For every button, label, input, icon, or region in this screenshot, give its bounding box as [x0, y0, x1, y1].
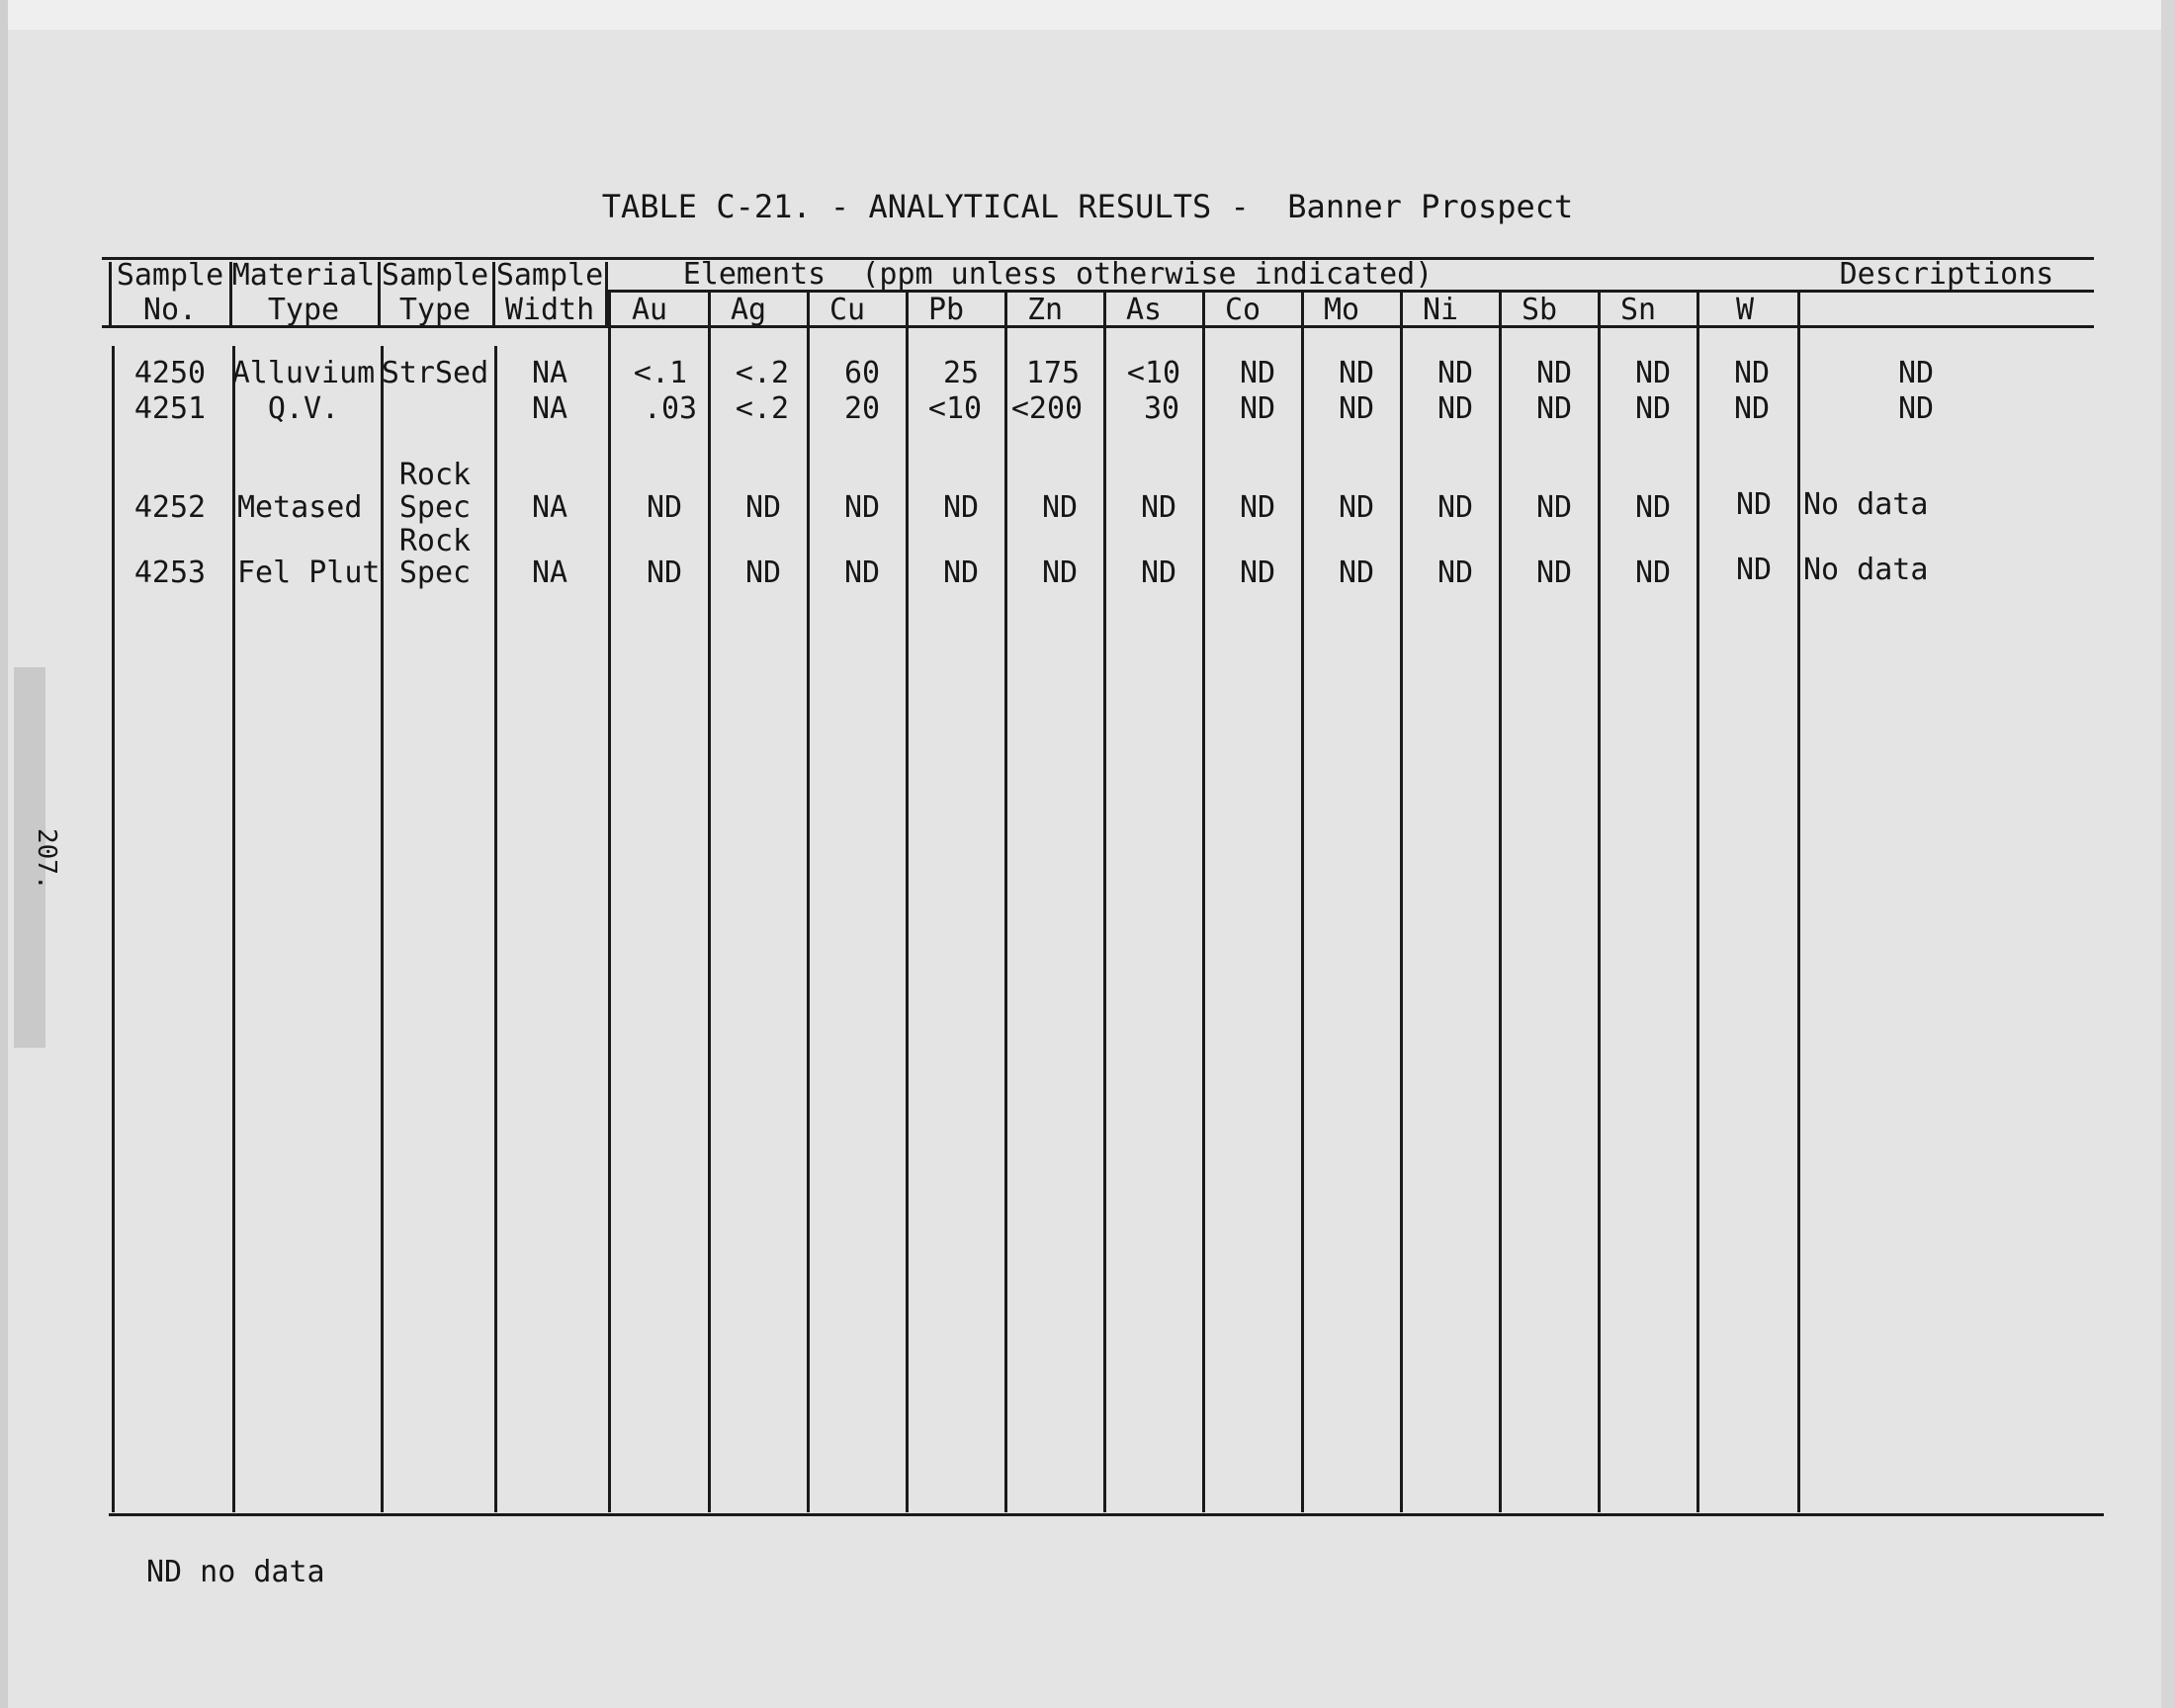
header-element: Sb — [1521, 293, 1558, 327]
table-cell: ND — [1535, 555, 1573, 590]
header-sample-no: Sample — [116, 258, 224, 293]
header-element: Pb — [927, 293, 965, 327]
table-cell: Metased — [237, 490, 363, 525]
table-cell: ND — [1535, 391, 1573, 426]
column-divider — [1301, 293, 1304, 1512]
table-cell: 4250 — [133, 356, 207, 390]
header-element: Mo — [1323, 293, 1360, 327]
column-divider — [906, 293, 909, 1512]
table-cell: ND — [1897, 391, 1935, 426]
table-cell: ND — [744, 490, 782, 525]
scan-right-edge — [2161, 0, 2175, 1708]
column-divider — [807, 293, 810, 1512]
header-divider — [492, 262, 495, 325]
header-element: W — [1735, 293, 1755, 327]
table-cell: Rock — [398, 458, 472, 492]
header-descriptions: Descriptions — [1839, 257, 2054, 292]
table-cell: ND — [1239, 490, 1276, 525]
table-cell: ND — [1735, 553, 1773, 587]
header-divider — [109, 262, 112, 325]
table-cell: Rock — [398, 524, 472, 558]
table-cell: ND — [1239, 555, 1276, 590]
table-cell: ND — [1239, 356, 1276, 390]
header-sample-type: Type — [398, 293, 472, 327]
column-divider — [1598, 293, 1601, 1512]
footnote: ND no data — [146, 1555, 325, 1589]
table-cell: ND — [843, 490, 881, 525]
table-cell: ND — [1436, 391, 1474, 426]
header-sample-type: Sample — [381, 258, 489, 293]
table-cell: 4253 — [133, 555, 207, 590]
header-sample-no: No. — [142, 293, 198, 327]
table-cell: StrSed — [381, 356, 489, 390]
header-elements-group: Elements (ppm unless otherwise indicated) — [682, 257, 1434, 292]
table-cell: ND — [1897, 356, 1935, 390]
table-cell: ND — [1338, 356, 1375, 390]
column-divider — [232, 346, 235, 1512]
column-divider — [1797, 293, 1800, 1512]
column-divider — [708, 293, 711, 1512]
table-cell: ND — [1338, 555, 1375, 590]
table-cell: 60 — [843, 356, 881, 390]
header-element: As — [1125, 293, 1163, 327]
table-cell: ND — [1634, 356, 1672, 390]
header-element: Sn — [1619, 293, 1657, 327]
table-cell: <200 — [1010, 391, 1084, 426]
table-cell: NA — [531, 356, 568, 390]
table-cell: Q.V. — [267, 391, 340, 426]
table-cell: ND — [646, 555, 683, 590]
header-element: Co — [1224, 293, 1262, 327]
table-cell: 4251 — [133, 391, 207, 426]
table-bottom-rule — [109, 1513, 2104, 1516]
table-cell: ND — [1239, 391, 1276, 426]
table-cell: ND — [1041, 490, 1079, 525]
table-cell: <.2 — [735, 356, 790, 390]
column-divider — [1004, 293, 1007, 1512]
table-cell: <10 — [927, 391, 983, 426]
column-divider — [1696, 293, 1699, 1512]
column-divider — [1499, 293, 1502, 1512]
table-cell: ND — [1140, 555, 1177, 590]
table-cell: ND — [1735, 487, 1773, 522]
table-cell: ND — [1041, 555, 1079, 590]
table-cell: ND — [1535, 356, 1573, 390]
table-cell: NA — [531, 555, 568, 590]
scan-top-edge — [0, 0, 2175, 30]
header-element: Zn — [1026, 293, 1064, 327]
header-divider — [378, 262, 381, 325]
table-cell: Fel Plut — [237, 555, 381, 590]
table-cell: NA — [531, 391, 568, 426]
table-cell: ND — [1634, 391, 1672, 426]
column-divider — [608, 293, 611, 1512]
header-material-type: Material — [231, 258, 376, 293]
column-divider — [112, 346, 115, 1512]
table-cell: 30 — [1143, 391, 1180, 426]
header-element: Ni — [1422, 293, 1459, 327]
table-cell: ND — [1436, 356, 1474, 390]
table-cell: Spec — [398, 490, 472, 525]
scan-left-edge — [0, 0, 8, 1708]
header-material-type: Type — [267, 293, 340, 327]
table-cell: NA — [531, 490, 568, 525]
table-cell: ND — [942, 490, 980, 525]
header-element: Au — [631, 293, 668, 327]
table-cell: <10 — [1126, 356, 1181, 390]
table-cell: Spec — [398, 555, 472, 590]
table-cell: ND — [1338, 490, 1375, 525]
table-cell: ND — [646, 490, 683, 525]
table-cell: 4252 — [133, 490, 207, 525]
page-number: 207. — [32, 828, 61, 891]
column-divider — [1103, 293, 1106, 1512]
column-divider — [1400, 293, 1403, 1512]
table-title: TABLE C-21. - ANALYTICAL RESULTS - Banner Prospect — [601, 188, 1574, 225]
table-cell: ND — [1733, 391, 1771, 426]
header-sample-width: Width — [504, 293, 595, 327]
table-cell: ND — [1140, 490, 1177, 525]
table-cell: 20 — [843, 391, 881, 426]
header-element: Cu — [828, 293, 866, 327]
table-cell: ND — [1634, 490, 1672, 525]
table-cell: ND — [1535, 490, 1573, 525]
table-cell: 175 — [1025, 356, 1081, 390]
table-cell: 25 — [942, 356, 980, 390]
column-divider — [494, 346, 497, 1512]
table-cell: .03 — [643, 391, 698, 426]
table-cell: No data — [1803, 553, 1929, 587]
table-cell: <.1 — [633, 356, 688, 390]
table-cell: <.2 — [735, 391, 790, 426]
header-element: Ag — [730, 293, 767, 327]
header-sample-width: Sample — [495, 258, 604, 293]
table-cell: ND — [942, 555, 980, 590]
table-cell: ND — [1436, 555, 1474, 590]
table-cell: ND — [1338, 391, 1375, 426]
column-divider — [1202, 293, 1205, 1512]
table-cell: ND — [1634, 555, 1672, 590]
table-cell: ND — [1733, 356, 1771, 390]
table-cell: No data — [1803, 487, 1929, 522]
table-cell: ND — [744, 555, 782, 590]
table-cell: ND — [1436, 490, 1474, 525]
column-divider — [381, 346, 384, 1512]
table-cell: Alluvium — [231, 356, 376, 390]
table-cell: ND — [843, 555, 881, 590]
